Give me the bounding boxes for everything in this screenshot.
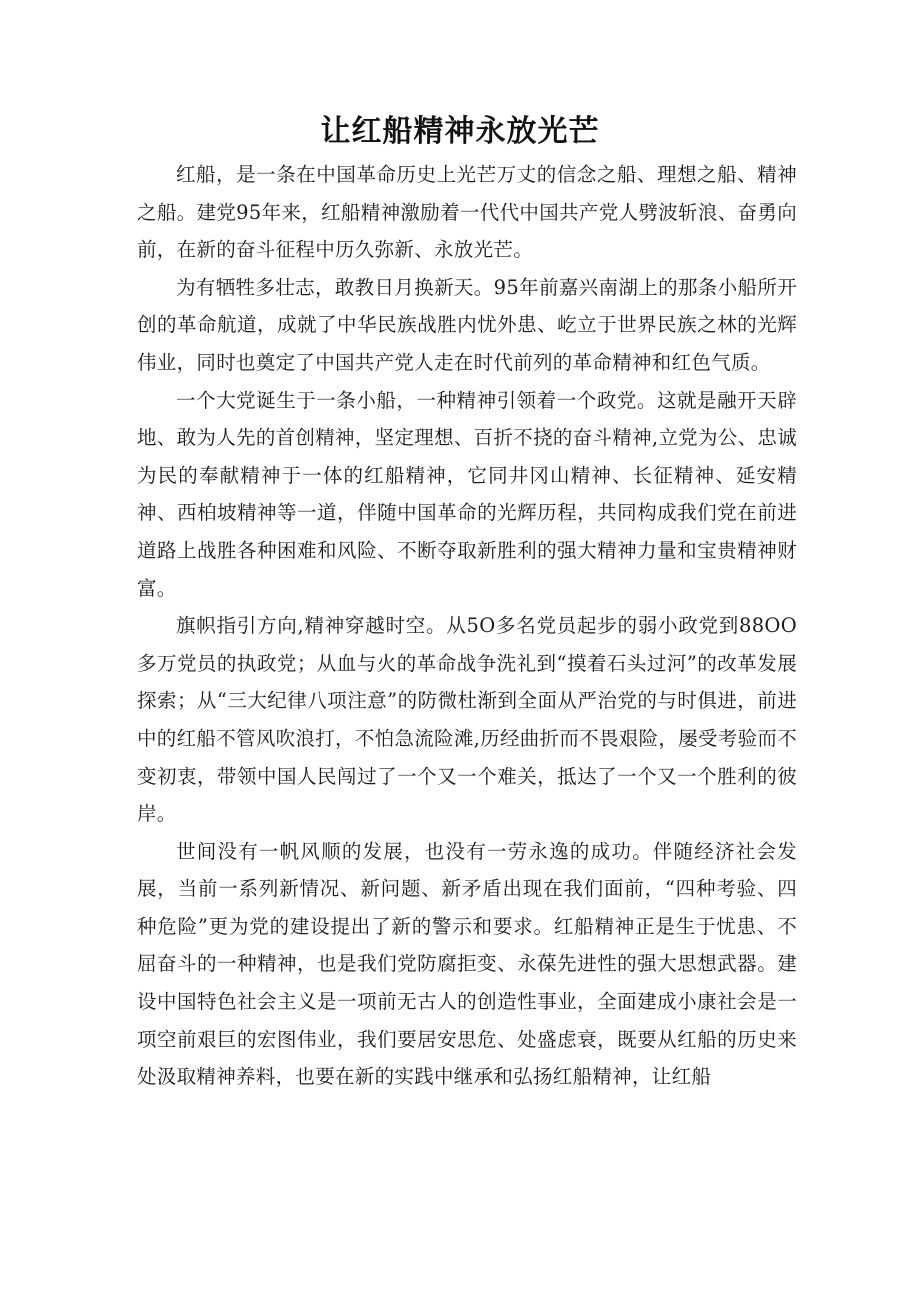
paragraph-1: 红船，是一条在中国革命历史上光芒万丈的信念之船、理想之船、精神之船。建党95年来，红船精神激励着一代代中国共产党人劈波斩浪、奋勇向前，在新的奋斗征程中历久弥新、永放光芒。 — [137, 163, 797, 262]
paragraph-5: 世间没有一帆风顺的发展，也没有一劳永逸的成功。伴随经济社会发展，当前一系列新情况、新问题、新矛盾出现在我们面前，“四种考验、四种危险”更为党的建设提出了新的警示和要求。红船精神正是生于忧患、不屈奋斗的一种精神，也是我们党防腐拒变、永葆先进性的强大思想武器。建设中国特色社会主义是一项前无古人的创造性事业，全面建成小康社会是一项空前艰巨的宏图伟业，我们要居安思危、处盛虑衰，既要从红船的历史来处汲取精神养料，也要在新的实践中继承和弘扬红船精神，让红船 — [137, 839, 797, 1089]
page-title: 让红船精神永放光芒 — [320, 114, 600, 149]
document-body — [137, 156, 797, 1096]
paragraph-3: 一个大党诞生于一条小船，一种精神引领着一个政党。这就是融开天辟地、敢为人先的首创精神，坚定理想、百折不挠的奋斗精神,立党为公、忠诚为民的奉献精神于一体的红船精神，它同井冈山精神、长征精神、延安精神、西柏坡精神等一道，伴随中国革命的光辉历程，共同构成我们党在前进道路上战胜各种困难和风险、不断夺取新胜利的强大精神力量和宝贵精神财富。 — [137, 388, 797, 600]
paragraph-2: 为有牺牲多壮志，敢教日月换新天。95年前嘉兴南湖上的那条小船所开创的革命航道，成就了中华民族战胜内忧外患、屹立于世界民族之林的光辉伟业，同时也奠定了中国共产党人走在时代前列的革命精神和红色气质。 — [137, 275, 797, 374]
paragraph-4: 旗帜指引方向,精神穿越时空。从5O多名党员起步的弱小政党到88OO多万党员的执政党；从血与火的革命战争洗礼到“摸着石头过河”的改革发展探索；从“三大纪律八项注意”的防微杜渐到全面从严治党的与时俱进，前进中的红船不管风吹浪打，不怕急流险滩,历经曲折而不畏艰险，屡受考验而不变初衷，带领中国人民闯过了一个又一个难关，抵达了一个又一个胜利的彼岸。 — [137, 614, 797, 826]
